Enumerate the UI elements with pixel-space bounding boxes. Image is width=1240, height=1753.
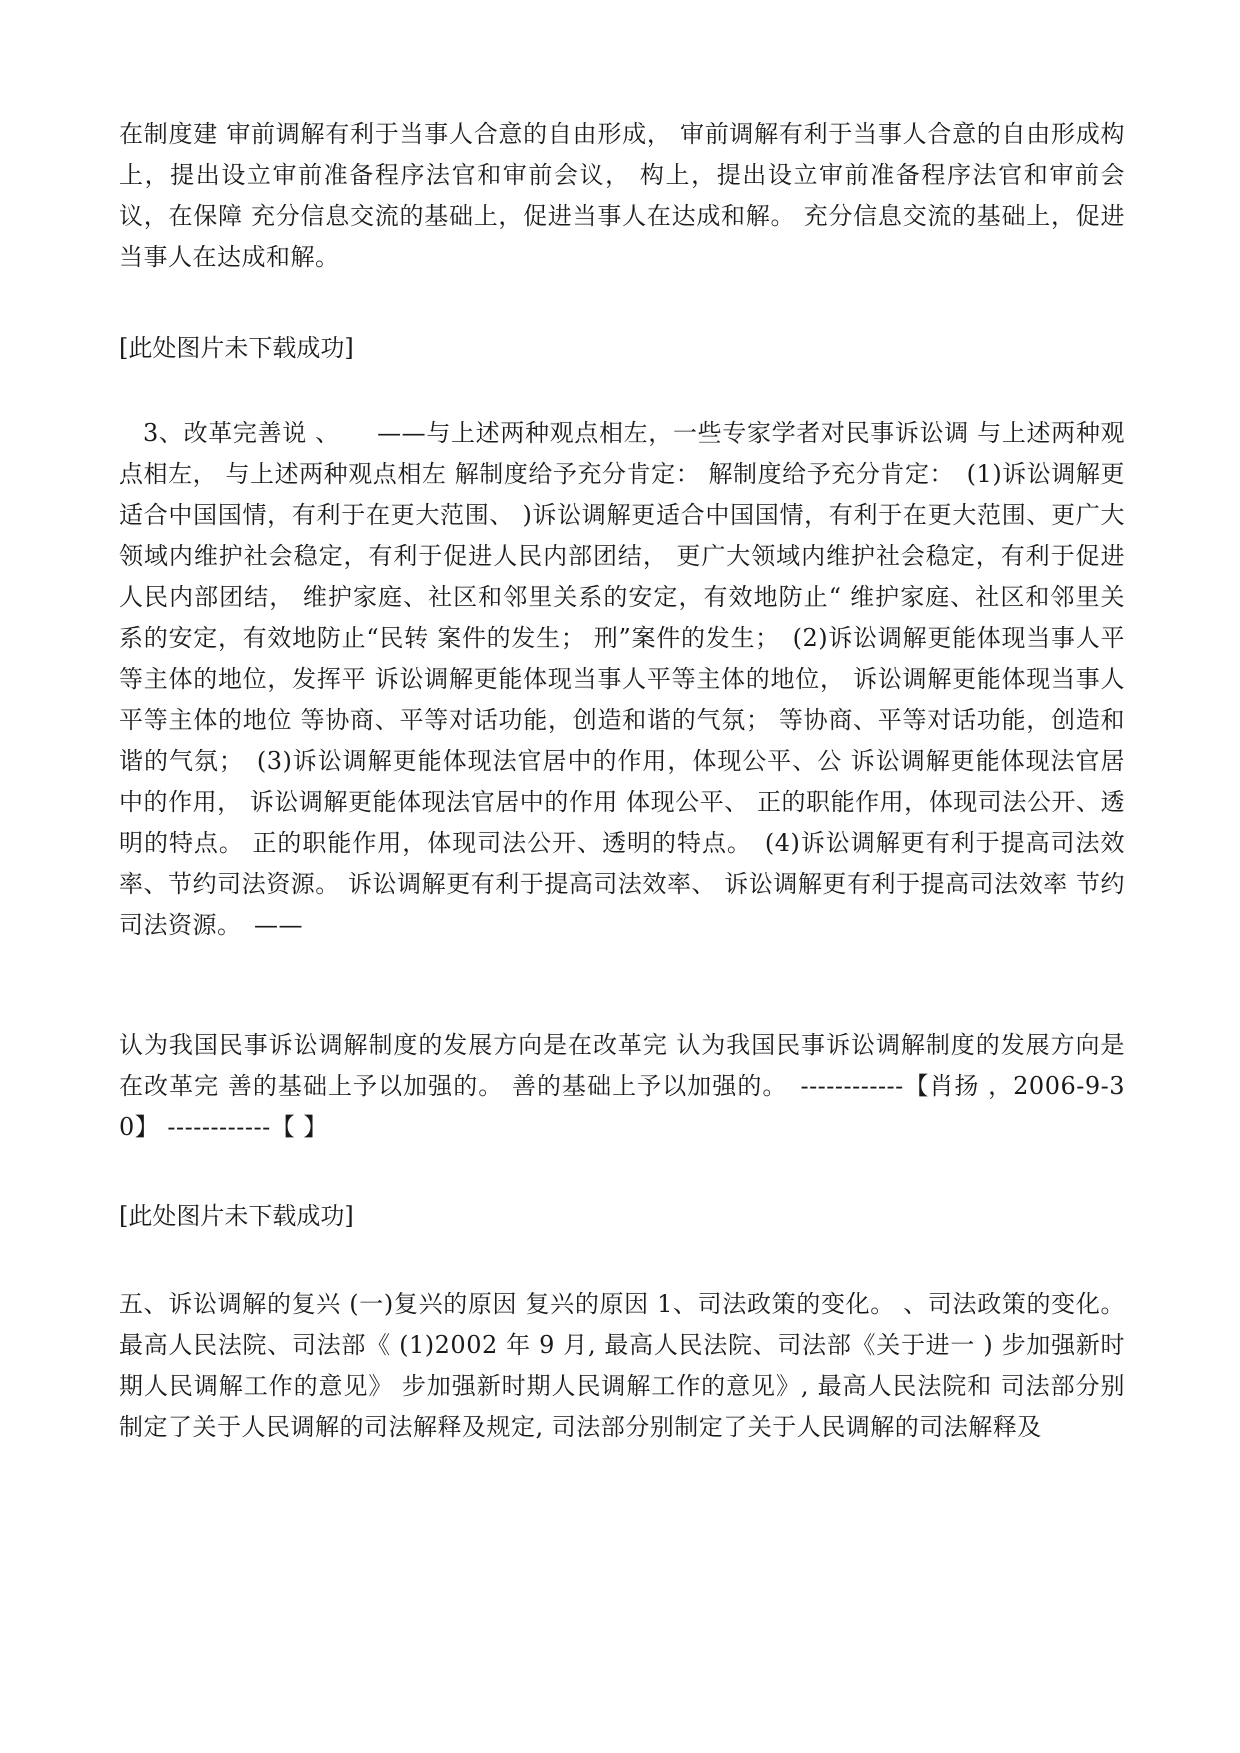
- image-placeholder-1: [此处图片未下载成功]: [119, 334, 354, 362]
- image-placeholder-2: [此处图片未下载成功]: [119, 1202, 354, 1230]
- paragraph-4: 五、诉讼调解的复兴 (一)复兴的原因 复兴的原因 1、司法政策的变化。 、司法政策的变化。 最高人民法院、司法部《 (1)2002 年 9 月, 最高人民法院、司法部《关于进一 ) 步加强新时期人民调解工作的意见》 步加强新时期人民调解工作的意见》, 最高人民法院和 司法部分别制定了关于人民调解的司法解释及规定, 司法部分别制定了关于人民调解的司法解释及: [119, 1290, 1125, 1441]
- paragraph-2: 3、改革完善说 、 ——与上述两种观点相左，一些专家学者对民事诉讼调 与上述两种观点相左， 与上述两种观点相左 解制度给予充分肯定： 解制度给予充分肯定： (1)诉讼调解更适合中国国情，有利于在更大范围、 )诉讼调解更适合中国国情，有利于在更大范围、更广大领域内维护社会稳定，有利于促进人民内部团结， 更广大领域内维护社会稳定，有利于促进人民内部团结， 维护家庭、社区和邻里关系的安定，有效地防止“ 维护家庭、社区和邻里关系的安定，有效地防止“民转 案件的发生； 刑”案件的发生； (2)诉讼调解更能体现当事人平等主体的地位，发挥平 诉讼调解更能体现当事人平等主体的地位， 诉讼调解更能体现当事人平等主体的地位 等协商、平等对话功能，创造和谐的气氛； 等协商、平等对话功能，创造和谐的气氛； (3)诉讼调解更能体现法官居中的作用，体现公平、公 诉讼调解更能体现法官居中的作用， 诉讼调解更能体现法官居中的作用 体现公平、 正的职能作用，体现司法公开、透明的特点。 正的职能作用，体现司法公开、透明的特点。 (4)诉讼调解更有利于提高司法效率、节约司法资源。 诉讼调解更有利于提高司法效率、 诉讼调解更有利于提高司法效率 节约司法资源。 ——: [119, 419, 1125, 939]
- paragraph-3: 认为我国民事诉讼调解制度的发展方向是在改革完 认为我国民事诉讼调解制度的发展方向是在改革完 善的基础上予以加强的。 善的基础上予以加强的。 ------------【肖扬 ，2006-9-30】 ------------【 】: [119, 1031, 1125, 1141]
- paragraph-1: 在制度建 审前调解有利于当事人合意的自由形成， 审前调解有利于当事人合意的自由形成构上，提出设立审前准备程序法官和审前会议， 构上，提出设立审前准备程序法官和审前会议，在保障 充分信息交流的基础上，促进当事人在达成和解。 充分信息交流的基础上，促进当事人在达成和解。: [119, 120, 1125, 271]
